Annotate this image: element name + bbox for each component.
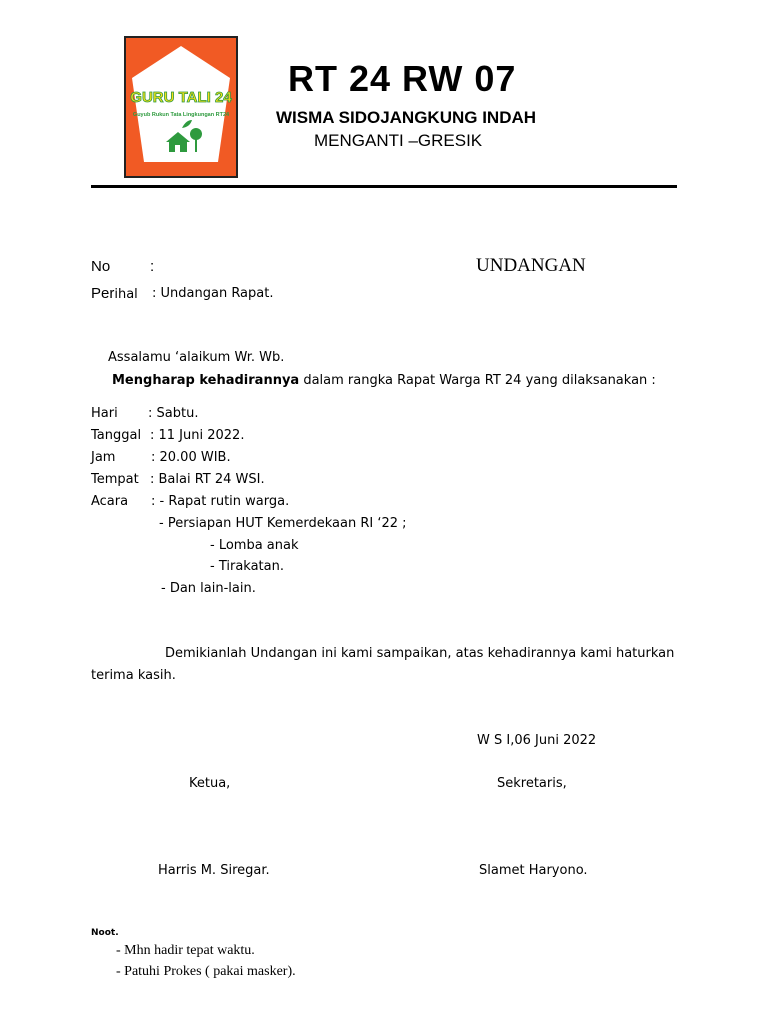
logo-tagline: Guyub Rukun Tata Lingkungan RT24 <box>132 112 230 118</box>
closing-line-2: terima kasih. <box>91 668 176 683</box>
agenda-item: - Persiapan HUT Kemerdekaan RI ‘22 ; <box>159 516 407 531</box>
subject-label <box>91 285 138 302</box>
chair-title: Ketua, <box>189 776 231 791</box>
subject-label-suffix: ihal <box>114 287 138 302</box>
agenda-item: - Lomba anak <box>210 538 299 553</box>
subject-label-prefix: Per <box>91 285 115 302</box>
detail-value-agenda: : - Rapat rutin warga. <box>151 494 290 509</box>
notes-heading: Noot. <box>91 928 119 938</box>
logo-text: GURU TALI 24 <box>130 89 232 106</box>
intro-bold: Mengharap kehadirannya <box>112 373 300 388</box>
detail-label-place: Tempat <box>91 472 139 487</box>
number-label: No <box>91 258 111 275</box>
secretary-title: Sekretaris, <box>497 776 567 791</box>
number-colon: : <box>150 258 155 275</box>
agenda-item: - Tirakatan. <box>210 559 284 574</box>
org-logo <box>124 36 238 178</box>
agenda-item: - Dan lain-lain. <box>161 581 256 596</box>
detail-label-date: Tanggal <box>91 428 142 443</box>
detail-value-date: : 11 Juni 2022. <box>150 428 245 443</box>
detail-label-time: Jam <box>91 450 116 465</box>
secretary-name: Slamet Haryono. <box>479 863 588 878</box>
detail-label-day: Hari <box>91 406 118 421</box>
detail-label-agenda: Acara <box>91 494 129 509</box>
header-divider <box>91 185 677 188</box>
intro-paragraph <box>112 373 656 388</box>
chair-name: Harris M. Siregar. <box>158 863 270 878</box>
header-title: RT 24 RW 07 <box>288 58 517 99</box>
detail-value-place: : Balai RT 24 WSI. <box>150 472 265 487</box>
note-item: - Mhn hadir tepat waktu. <box>116 943 255 958</box>
place-date: W S I,06 Juni 2022 <box>477 733 597 748</box>
note-item: - Patuhi Prokes ( pakai masker). <box>116 964 296 979</box>
closing-line-1: Demikianlah Undangan ini kami sampaikan, atas kehadirannya kami haturkan <box>165 646 675 661</box>
document-title: UNDANGAN <box>476 255 586 276</box>
greeting: Assalamu ‘alaikum Wr. Wb. <box>108 350 285 365</box>
intro-rest: dalam rangka Rapat Warga RT 24 yang dilaksanakan : <box>299 373 656 388</box>
detail-value-day: : Sabtu. <box>148 406 199 421</box>
detail-value-time: : 20.00 WIB. <box>151 450 231 465</box>
header-subtitle: WISMA SIDOJANGKUNG INDAH <box>276 108 537 127</box>
subject-value: : Undangan Rapat. <box>152 286 274 301</box>
header-city: MENGANTI –GRESIK <box>314 131 483 150</box>
